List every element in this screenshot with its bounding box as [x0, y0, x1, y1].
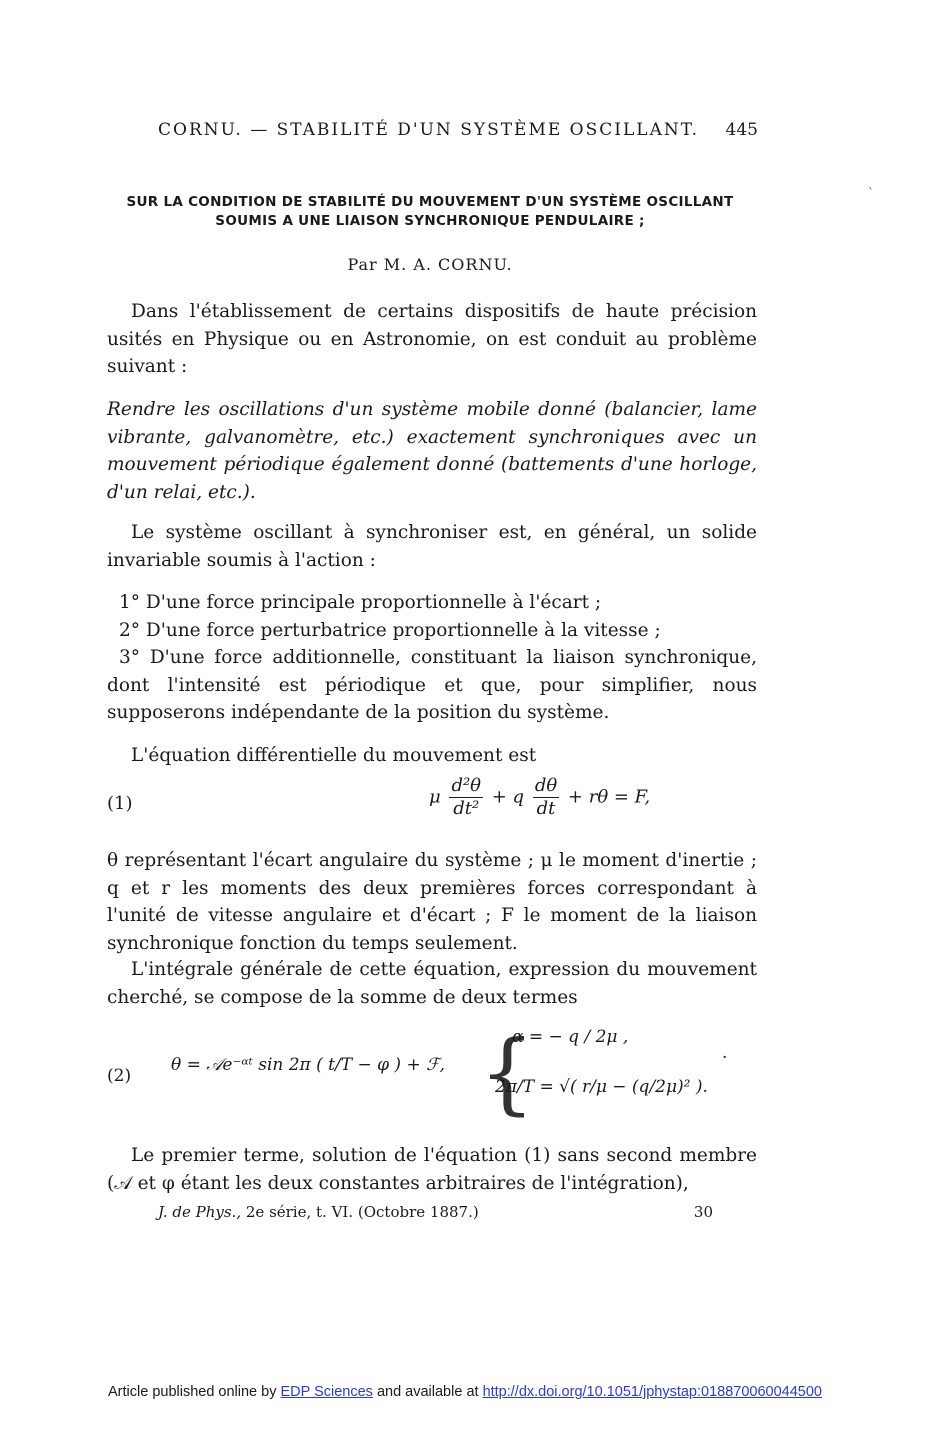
paragraph-integral: L'intégrale générale de cette équation, expression du mouvement cherché, se compose de la somme de deux termes: [107, 959, 757, 1008]
article-title: [100, 193, 760, 231]
page-number: 445: [725, 120, 758, 140]
signature-number: 30: [693, 1203, 713, 1221]
title-line-2: SOUMIS A UNE LIAISON SYNCHRONIQUE PENDULAIRE ;: [215, 213, 645, 229]
publisher-link[interactable]: EDP Sciences: [280, 1384, 373, 1400]
equation-2: [107, 1021, 757, 1130]
eq1-d-denominator: dt: [536, 798, 556, 819]
force-list-item-1: 1° D'une force principale proportionnelle à l'écart ;: [119, 592, 602, 613]
equation-2-solution: θ = 𝒜e⁻ᵅᵗ sin 2π ( t/T − φ ) + ℱ,: [171, 1055, 445, 1075]
margin-mark: `: [868, 186, 874, 200]
equation-1: [107, 775, 757, 831]
paragraph-definitions: θ représentant l'écart angulaire du système ; μ le moment d'inertie ; q et r les moments des deux premières forces correspondant à l'unité de vitesse angulaire et d'écart ; F le moment de la liaison synchronique fonction du temps seulement.: [107, 850, 757, 954]
eq1-d2-denominator: dt²: [453, 798, 480, 819]
doi-link[interactable]: http://dx.doi.org/10.1051/jphystap:018870060044500: [482, 1384, 822, 1400]
eq1-mu: μ: [429, 786, 441, 808]
journal-series: 2e série, t. VI. (Octobre 1887.): [245, 1203, 479, 1221]
paragraph-intro: Dans l'établissement de certains dispositifs de haute précision usités en Physique ou en Astronomie, on est conduit au problème suivant :: [107, 301, 757, 377]
running-head: [158, 120, 758, 140]
article-author: Par M. A. CORNU.: [347, 255, 513, 274]
eq1-tail: + rθ = F,: [567, 786, 651, 808]
journal-name: J. de Phys.,: [158, 1203, 242, 1221]
journal-footer: [158, 1203, 713, 1221]
equation-2-period: 2π/T = √( r/μ − (q/2μ)² ).: [495, 1077, 708, 1097]
force-list-item-3: 3° D'une force additionnelle, constituant la liaison synchronique, dont l'intensité est périodique et que, pour simplifier, nous supposerons indépendante de la position du système.: [107, 647, 757, 723]
equation-1-expression: [429, 775, 650, 820]
eq1-plus-q: + q: [491, 786, 525, 808]
equation-2-number: (2): [107, 1066, 132, 1086]
force-list-item-2: 2° D'une force perturbatrice proportionnelle à la vitesse ;: [119, 619, 661, 641]
edp-prefix: Article published online by: [108, 1384, 277, 1400]
eq1-second-derivative: [449, 775, 483, 820]
eq1-d-numerator: dθ: [534, 775, 558, 796]
edp-banner: [0, 1384, 930, 1400]
eq1-d2-numerator: d²θ: [451, 775, 482, 796]
title-line-1: SUR LA CONDITION DE STABILITÉ DU MOUVEMENT D'UN SYSTÈME OSCILLANT: [126, 194, 734, 210]
edp-middle: and available at: [376, 1384, 479, 1400]
force-list: [107, 589, 757, 727]
equation-2-stray-dot: .: [722, 1043, 728, 1063]
equation-2-brace: {: [479, 1021, 535, 1124]
paragraph-problem: Rendre les oscillations d'un système mobile donné (balancier, lame vibrante, galvanomètre, etc.) exactement synchroniques avec un mouvement périodique également donné (battements d'une horloge, d'un relai, etc.).: [107, 399, 757, 503]
paragraph-first-term: Le premier terme, solution de l'équation (1) sans second membre (𝒜 et φ étant les deux constantes arbitraires de l'intégration),: [107, 1145, 757, 1194]
equation-1-number: (1): [107, 793, 133, 814]
paragraph-system: Le système oscillant à synchroniser est, en général, un solide invariable soumis à l'action :: [107, 522, 757, 571]
paragraph-equation-intro: L'équation différentielle du mouvement est: [131, 745, 537, 766]
eq1-first-derivative: [533, 775, 559, 820]
running-title: CORNU. — STABILITÉ D'UN SYSTÈME OSCILLANT.: [158, 120, 699, 140]
equation-2-alpha: α = − q / 2μ ,: [512, 1027, 629, 1047]
